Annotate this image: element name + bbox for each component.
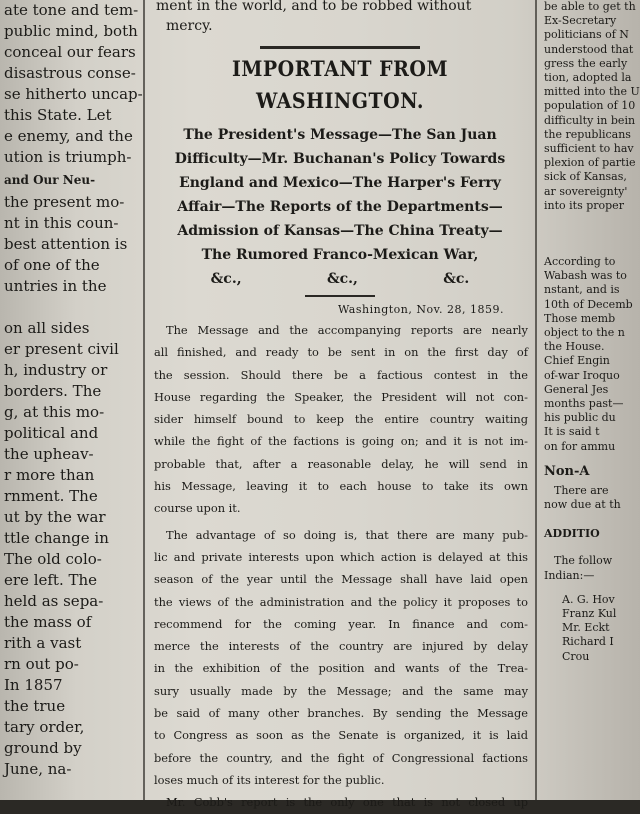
text-line: political and — [4, 424, 99, 442]
text-line: There are — [554, 483, 609, 497]
text-line: in the exhibition of the position and wants of the Trea- — [154, 661, 528, 676]
text-line: ution is triumph- — [4, 148, 132, 166]
text-line: understood that — [544, 42, 634, 56]
text-line: politicians of N — [544, 28, 629, 42]
text-line: Ex-Secretary — [544, 14, 617, 28]
text-line: before the country, and the fight of Congressional factions — [154, 750, 528, 765]
text-line: er present civil — [4, 340, 119, 358]
text-line: of-war Iroquo — [544, 368, 620, 382]
section-subhead: and Our Neu- — [4, 173, 96, 187]
text-line: plexion of partie — [544, 156, 636, 170]
article-headline: IMPORTANT FROM WASHINGTON. — [231, 56, 449, 114]
text-line: the republicans — [544, 127, 631, 141]
text-line: his Message, leaving it to each house to take its own — [154, 479, 528, 494]
text-line: untries in the — [4, 277, 107, 295]
text-line: Chief Engin — [544, 354, 610, 368]
text-line: held as sepa- — [4, 592, 104, 610]
paragraph-2 — [148, 524, 532, 792]
article-deck — [148, 123, 532, 267]
text-line: nstant, and is — [544, 283, 620, 297]
text-line: conceal our fears — [4, 43, 136, 61]
text-line: r more than — [4, 466, 95, 484]
text-line: Mr. Cobb's report is the only one that is not closed up — [166, 795, 528, 810]
text-line: It is said t — [544, 425, 600, 439]
text-line: ere left. The — [4, 571, 98, 589]
text-line: House regarding the Speaker, the President will not con- — [154, 389, 528, 404]
text-line: ate tone and tem- — [4, 1, 139, 19]
text-line: sider himself bound to keep the entire country waiting — [154, 412, 528, 427]
column-rule-right — [535, 0, 537, 800]
text-line: gress the early — [544, 56, 628, 70]
text-line: The follow — [554, 554, 613, 568]
text-line: 10th of Decemb — [544, 297, 633, 311]
text-line: Wabash was to — [544, 269, 627, 283]
deck-line: Admission of Kansas—The China Treaty— — [177, 223, 503, 239]
text-line: be said of many other branches. By sending the Message — [154, 706, 528, 721]
middle-column — [148, 0, 532, 810]
text-line: ttle change in — [4, 529, 109, 547]
deck-line: Difficulty—Mr. Buchanan's Policy Towards — [174, 151, 506, 167]
text-line: sick of Kansas, — [544, 170, 627, 184]
right-column — [540, 0, 640, 800]
deck-line: England and Mexico—The Harper's Ferry — [179, 175, 501, 191]
text-line: the House. — [544, 340, 605, 354]
continued-text — [148, 0, 532, 36]
text-line: object to the n — [544, 326, 625, 340]
text-line: this State. Let — [4, 106, 112, 124]
text-line: ground by — [4, 739, 82, 757]
text-line: nt in this coun- — [4, 214, 119, 232]
text-line: ar sovereignty' — [544, 184, 628, 198]
text-line: ut by the war — [4, 508, 106, 526]
deck-rule — [305, 295, 375, 297]
text-line — [0, 297, 140, 318]
text-line: loses much of its interest for the public. — [154, 772, 385, 787]
text-line: of one of the — [4, 256, 100, 274]
text-line: The old colo- — [4, 550, 102, 568]
text-line: Crou — [562, 649, 590, 663]
text-line: Franz Kul — [562, 606, 617, 620]
text-line: recommend for the coming year. In finance and com- — [154, 616, 528, 631]
text-line: rnment. The — [4, 487, 98, 505]
text-line: e enemy, and the — [4, 127, 133, 145]
text-line: to Congress as soon as the Senate is organized, it is laid — [154, 728, 528, 743]
text-line: the true — [4, 697, 66, 715]
text-line: Indian:— — [544, 568, 595, 582]
text-line: borders. The — [4, 382, 102, 400]
text-line: mitted into the U — [544, 85, 640, 99]
dateline: Washington, Nov. 28, 1859. — [337, 303, 504, 316]
text-line: tary order, — [4, 718, 85, 736]
text-line: population of 10 — [544, 99, 636, 113]
text-line: best attention is — [4, 235, 128, 253]
paragraph-3 — [148, 791, 532, 813]
text-line: public mind, both — [4, 22, 138, 40]
text-line: A. G. Hov — [562, 592, 615, 606]
text-line: the upheav- — [4, 445, 94, 463]
text-line: h, industry or — [4, 361, 108, 379]
text-line: General Jes — [544, 382, 609, 396]
text-line: Mr. Eckt — [562, 621, 610, 635]
headline-rule — [260, 46, 420, 49]
text-line: months past— — [544, 397, 624, 411]
left-column — [0, 0, 143, 800]
text-line: probable that, after a reasonable delay, he will send in — [154, 456, 528, 471]
text-line: now due at th — [544, 498, 621, 512]
text-line: Those memb — [544, 311, 616, 325]
etc-mark: &c., — [210, 271, 242, 287]
text-line: the session. Should there be a factious contest in the — [154, 367, 528, 382]
text-line: course upon it. — [154, 501, 241, 516]
deck-etc — [148, 267, 532, 291]
text-line: his public du — [544, 411, 616, 425]
text-line: sufficient to hav — [544, 142, 634, 156]
section-subhead: ADDITIO — [544, 527, 600, 541]
etc-mark: &c., — [326, 271, 358, 287]
deck-line: Affair—The Reports of the Departments— — [177, 199, 503, 215]
text-line: Richard I — [562, 635, 614, 649]
text-line: According to — [544, 255, 616, 269]
text-line: season of the year until the Message shall have laid open — [154, 572, 528, 587]
text-line: mercy. — [166, 18, 213, 34]
text-line: rith a vast — [4, 634, 82, 652]
text-line: The advantage of so doing is, that there are many pub- — [166, 527, 528, 542]
text-line: tion, adopted la — [544, 71, 632, 85]
text-line: while the fight of the factions is going on; and it is not im- — [154, 434, 528, 449]
paragraph-1 — [148, 319, 532, 520]
etc-mark: &c. — [443, 271, 470, 287]
text-line: merce the interests of the country are injured by delay — [154, 639, 528, 654]
text-line: g, at this mo- — [4, 403, 105, 421]
text-line: The Message and the accompanying reports are nearly — [166, 323, 528, 337]
deck-line: The Rumored Franco-Mexican War, — [201, 247, 479, 263]
text-line: ment in the world, and to be robbed without — [156, 0, 472, 14]
text-line: difficulty in bein — [544, 113, 636, 127]
text-line: into its proper — [544, 198, 624, 212]
text-line: on for ammu — [544, 439, 616, 453]
text-line: all finished, and ready to be sent in on the first day of — [154, 345, 528, 360]
text-line: be able to get th — [544, 0, 636, 13]
text-line: on all sides — [4, 319, 90, 337]
text-line: June, na- — [4, 760, 72, 778]
section-subhead: Non-A — [544, 463, 590, 479]
text-line: sury usually made by the Message; and the same may — [154, 683, 528, 698]
deck-line: The President's Message—The San Juan — [183, 127, 497, 143]
text-line: se hitherto uncap- — [4, 85, 143, 103]
text-line — [540, 583, 640, 593]
text-line: the mass of — [4, 613, 92, 631]
text-line: In 1857 — [4, 676, 63, 694]
text-line: the present mo- — [4, 193, 125, 211]
text-line: lic and private interests upon which action is delayed at this — [154, 549, 528, 564]
text-line: disastrous conse- — [4, 64, 136, 82]
column-rule-left — [143, 0, 145, 800]
text-line: the views of the administration and the policy it proposes to — [154, 594, 528, 609]
text-line: rn out po- — [4, 655, 79, 673]
